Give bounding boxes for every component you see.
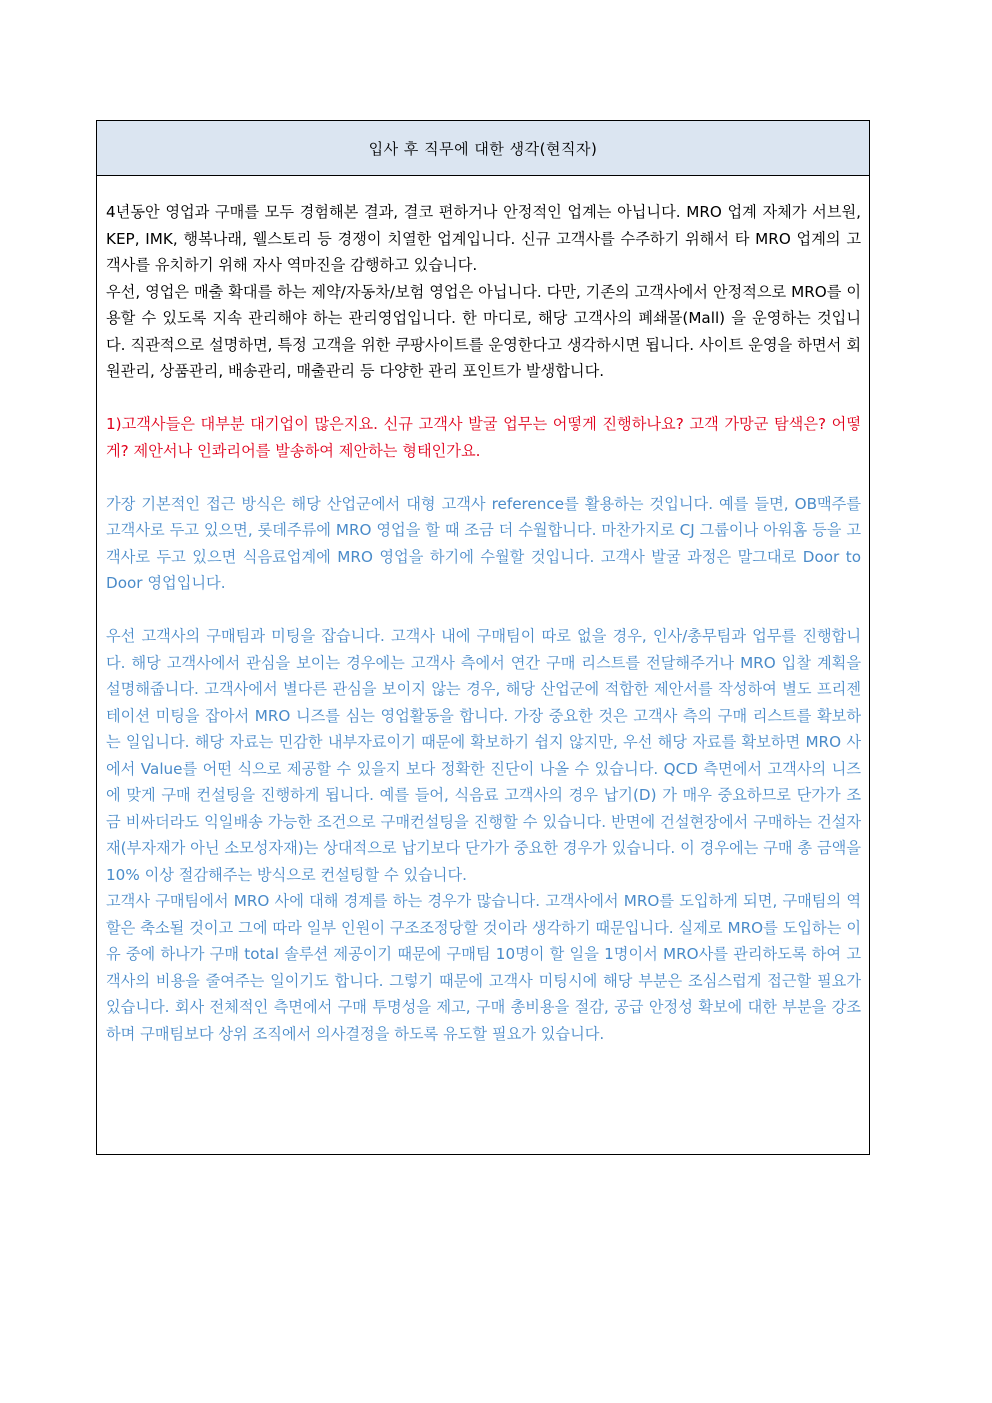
spacer: [106, 385, 861, 412]
question-paragraph: 1)고객사들은 대부분 대기업이 많은지요. 신규 고객사 발굴 업무는 어떻게 진행하나요? 고객 가망군 탐색은? 어떻게? 제안서나 인콰리어를 발송하여 제안하는 형태인가요.: [106, 415, 861, 460]
intro-paragraph-2: 우선, 영업은 매출 확대를 하는 제약/자동차/보험 영업은 아닙니다. 다만, 기존의 고객사에서 안정적으로 MRO를 이용할 수 있도록 지속 관리해야 하는 관리영업입니다. 한 마디로, 해당 고객사의 폐쇄몰(Mall) 을 운영하는 것입니다. 직관적으로 설명하면, 특정 고객을 위한 쿠팡사이트를 운영한다고 생각하시면 됩니다. 사이트 운영을 하면서 회원관리, 상품관리, 배송관리, 매출관리 등 다양한 관리 포인트가 발생합니다.: [106, 282, 861, 380]
spacer: [106, 597, 861, 624]
answer-paragraph-2: 우선 고객사의 구매팀과 미팅을 잡습니다. 고객사 내에 구매팀이 따로 없을 경우, 인사/총무팀과 업무를 진행합니다. 해당 고객사에서 관심을 보이는 경우에는 고객사 측에서 연간 구매 리스트를 전달해주거나 MRO 입찰 계획을 설명해줍니다. 고객사에서 별다른 관심을 보이지 않는 경우, 해당 산업군에 적합한 제안서를 작성하여 별도 프리젠테이션 미팅을 잡아서 MRO 니즈를 심는 영업활동을 합니다. 가장 중요한 것은 고객사 측의 구매 리스트를 확보하는 일입니다. 해당 자료는 민감한 내부자료이기 때문에 확보하기 쉽지 않지만, 우선 해당 자료를 확보하면 MRO 사에서 Value를 어떤 식으로 제공할 수 있을지 보다 정확한 진단이 나올 수 있습니다. QCD 측면에서 고객사의 니즈에 맞게 구매 컨설팅을 진행하게 됩니다. 예를 들어, 식음료 고객사의 경우 납기(D) 가 매우 중요하므로 단가가 조금 비싸더라도 익일배송 가능한 조건으로 구매컨설팅을 진행할 수 있습니다. 반면에 건설현장에서 구매하는 건설자재(부자재가 아닌 소모성자재)는 상대적으로 납기보다 단가가 중요한 경우가 있습니다. 이 경우에는 구매 총 금액을 10% 이상 절감해주는 방식으로 컨설팅할 수 있습니다.: [106, 627, 861, 884]
box-body: [97, 176, 869, 1047]
box-title: 입사 후 직무에 대한 생각(현직자): [97, 121, 869, 176]
answer-paragraph-3: 고객사 구매팀에서 MRO 사에 대해 경계를 하는 경우가 많습니다. 고객사에서 MRO를 도입하게 되면, 구매팀의 역할은 축소될 것이고 그에 따라 일부 인원이 구조조정당할 것이라 생각하기 때문입니다. 실제로 MRO를 도입하는 이유 중에 하나가 구매 total 솔루션 제공이기 때문에 구매팀 10명이 할 일을 1명이서 MRO사를 관리하도록 하여 고객사의 비용을 줄여주는 일이기도 합니다. 그렇기 때문에 고객사 미팅시에 해당 부분은 조심스럽게 접근할 필요가 있습니다. 회사 전체적인 측면에서 구매 투명성을 제고, 구매 총비용을 절감, 공급 안정성 확보에 대한 부분을 강조하며 구매팀보다 상위 조직에서 의사결정을 하도록 유도할 필요가 있습니다.: [106, 892, 861, 1043]
interview-box: [96, 120, 870, 1155]
intro-paragraph-1: 4년동안 영업과 구매를 모두 경험해본 결과, 결코 편하거나 안정적인 업계는 아닙니다. MRO 업계 자체가 서브원, KEP, IMK, 행복나래, 웰스토리 등 경쟁이 치열한 업계입니다. 신규 고객사를 수주하기 위해서 타 MRO 업계의 고객사를 유치하기 위해 자사 역마진을 감행하고 있습니다.: [106, 203, 861, 274]
answer-paragraph-1: 가장 기본적인 접근 방식은 해당 산업군에서 대형 고객사 reference를 활용하는 것입니다. 예를 들면, OB맥주를 고객사로 두고 있으면, 롯데주류에 MRO 영업을 할 때 조금 더 수월합니다. 마찬가지로 CJ 그룹이나 아워홈 등을 고객사로 두고 있으면 식음료업계에 MRO 영업을 하기에 수월할 것입니다. 고객사 발굴 과정은 말그대로 Door to Door 영업입니다.: [106, 494, 861, 592]
spacer: [106, 464, 861, 491]
